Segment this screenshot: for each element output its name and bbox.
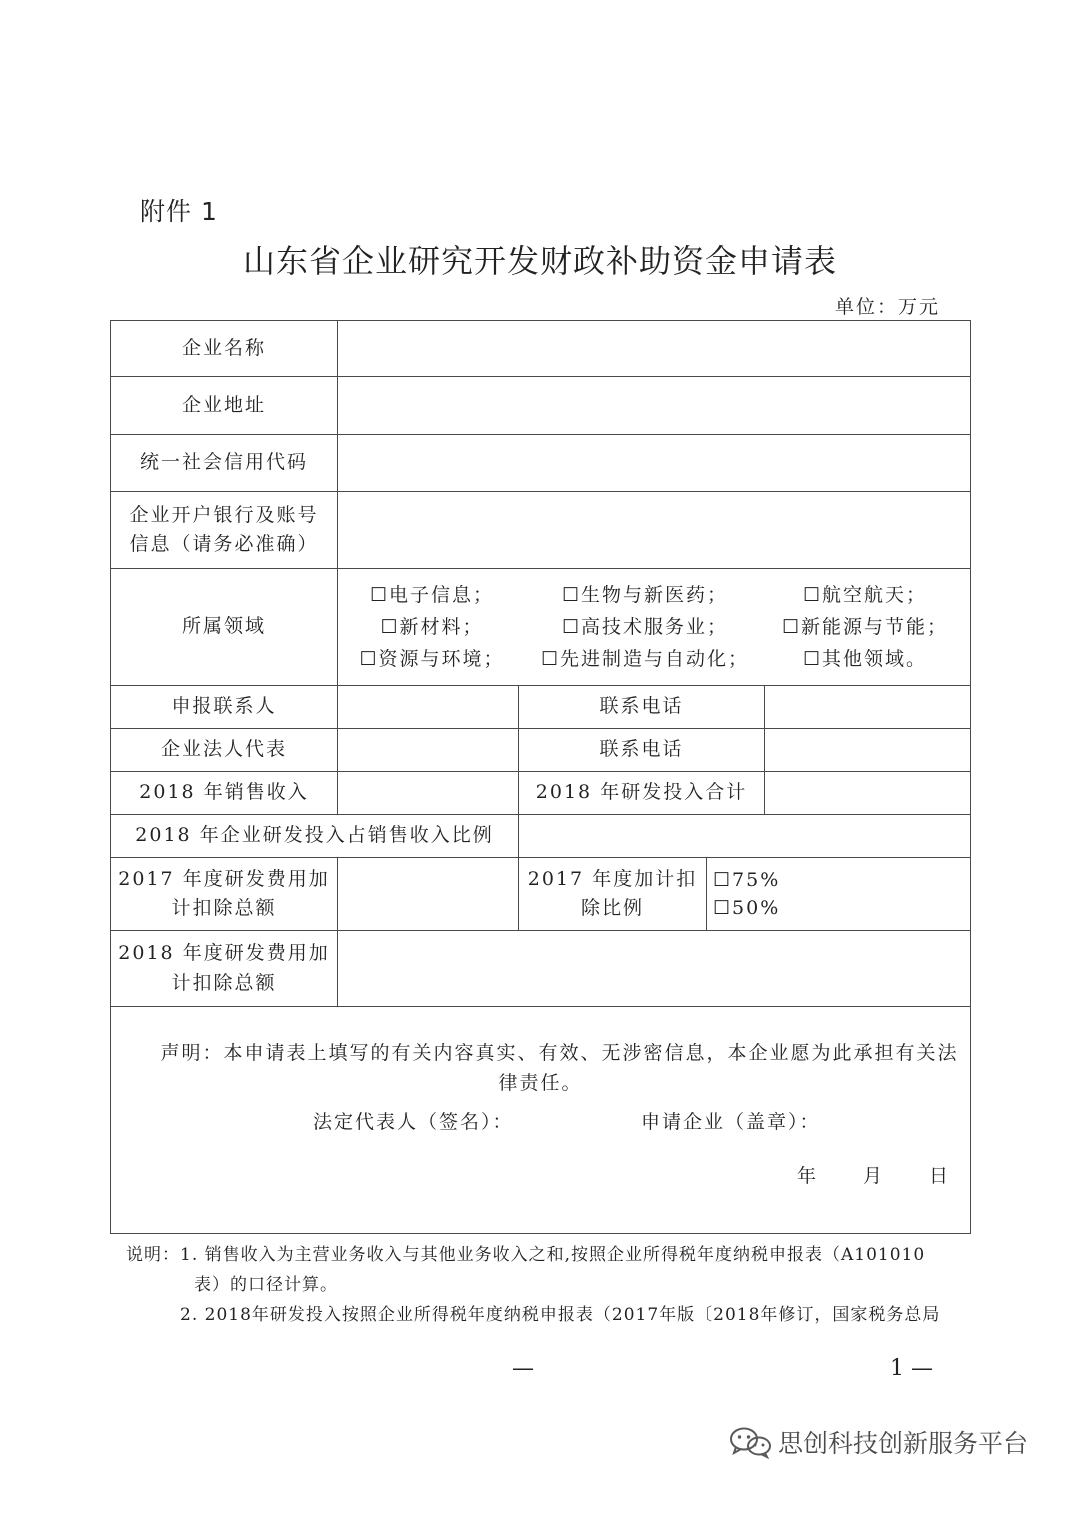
page-number: 1 — — [890, 1356, 933, 1381]
rd-total-2018-label: 2018 年研发投入合计 — [519, 772, 765, 815]
row-company-name — [111, 321, 971, 377]
deduction-2017-field[interactable] — [338, 858, 519, 931]
sales-2018-label: 2018 年销售收入 — [111, 772, 338, 815]
deduction-2018-label-line1: 2018 年度研发费用加 — [118, 942, 330, 965]
watermark-text: 思创科技创新服务平台 — [778, 1429, 1029, 1458]
credit-code-field[interactable] — [338, 435, 971, 492]
notes-section — [126, 1240, 956, 1330]
field-label: 所属领域 — [111, 569, 338, 686]
row-company-address — [111, 377, 971, 435]
wechat-icon — [728, 1425, 772, 1459]
deduction-ratio-options — [707, 858, 971, 931]
option-biomedicine[interactable]: ☐生物与新医药； — [561, 584, 729, 606]
company-address-field[interactable] — [338, 377, 971, 435]
rd-total-2018-field[interactable] — [765, 772, 971, 815]
legal-rep-label: 企业法人代表 — [111, 729, 338, 772]
company-name-label: 企业名称 — [111, 321, 338, 377]
ratio-option-75[interactable]: ☐75% — [713, 869, 781, 891]
bank-info-field[interactable] — [338, 492, 971, 569]
option-high-tech-services[interactable]: ☐高技术服务业； — [561, 616, 729, 638]
contact-phone-label: 联系电话 — [519, 686, 765, 729]
row-contact-person — [111, 686, 971, 729]
watermark — [728, 1424, 1028, 1460]
note-1-line1: 说明：1. 销售收入为主营业务收入与其他业务收入之和,按照企业所得税年度纳税申报表（A101010 — [126, 1245, 926, 1265]
company-name-field[interactable] — [338, 321, 971, 377]
option-electronic-info[interactable]: ☐电子信息； — [369, 584, 495, 606]
field-options-row — [344, 611, 964, 643]
deduction-2017-label-line2: 计扣除总额 — [171, 897, 277, 919]
company-address-label: 企业地址 — [111, 377, 338, 435]
option-resources-environment[interactable]: ☐资源与环境； — [359, 648, 505, 670]
option-other-fields[interactable]: ☐其他领域。 — [802, 648, 928, 670]
legal-phone-label: 联系电话 — [519, 729, 765, 772]
date-month-label: 月 — [863, 1165, 885, 1187]
deduction-ratio-label-line2: 除比例 — [580, 897, 644, 919]
date-day-label: 日 — [929, 1165, 951, 1187]
option-advanced-manufacturing[interactable]: ☐先进制造与自动化； — [540, 648, 750, 670]
option-new-materials[interactable]: ☐新材料； — [380, 616, 484, 638]
row-legal-rep — [111, 729, 971, 772]
page-title: 山东省企业研究开发财政补助资金申请表 — [242, 242, 837, 280]
row-deduction-2018 — [111, 931, 971, 1007]
date-row — [117, 1162, 964, 1202]
deduction-ratio-label — [519, 858, 707, 931]
legal-phone-field[interactable] — [765, 729, 971, 772]
row-deduction-2017 — [111, 858, 971, 931]
contact-person-field[interactable] — [338, 686, 519, 729]
row-sales-2018 — [111, 772, 971, 815]
contact-person-label: 申报联系人 — [111, 686, 338, 729]
rd-ratio-2018-field[interactable] — [519, 815, 971, 858]
note-1-line2: 表）的口径计算。 — [194, 1275, 338, 1295]
application-form-table — [110, 320, 971, 1234]
declaration-text: 声明：本申请表上填写的有关内容真实、有效、无涉密信息，本企业愿为此承担有关法律责任。 — [160, 1042, 959, 1094]
declaration-cell — [111, 1007, 971, 1234]
note-2-line1: 2. 2018年研发投入按照企业所得税年度纳税申报表（2017年版〔2018年修订，国家税务总局 — [180, 1305, 941, 1325]
option-aerospace[interactable]: ☐航空航天； — [802, 584, 928, 606]
date-year-label: 年 — [797, 1165, 819, 1187]
deduction-2017-label-line1: 2017 年度研发费用加 — [118, 867, 330, 890]
signature-row — [117, 1108, 964, 1138]
option-new-energy[interactable]: ☐新能源与节能； — [781, 616, 949, 638]
field-options-row — [344, 643, 964, 675]
field-options — [338, 569, 971, 686]
row-rd-ratio — [111, 815, 971, 858]
page-dash: — — [512, 1356, 534, 1381]
row-bank-info — [111, 492, 971, 569]
deduction-2017-label — [111, 858, 338, 931]
bank-info-label-line2: 信息（请务必准确） — [129, 533, 319, 555]
sales-2018-field[interactable] — [338, 772, 519, 815]
deduction-2018-label — [111, 931, 338, 1007]
company-seal-label: 申请企业（盖章）： — [641, 1111, 821, 1133]
deduction-ratio-label-line1: 2017 年度加计扣 — [527, 867, 698, 890]
attachment-label: 附件 1 — [140, 197, 218, 226]
unit-label: 单位：万元 — [834, 296, 940, 318]
field-options-row — [344, 579, 964, 611]
row-credit-code — [111, 435, 971, 492]
ratio-option-50[interactable]: ☐50% — [713, 897, 781, 919]
legal-rep-field[interactable] — [338, 729, 519, 772]
bank-info-label-line1: 企业开户银行及账号 — [129, 503, 319, 526]
bank-info-label — [111, 492, 338, 569]
rd-ratio-2018-label: 2018 年企业研发投入占销售收入比例 — [111, 815, 519, 858]
deduction-2018-label-line2: 计扣除总额 — [171, 971, 277, 994]
row-declaration — [111, 1007, 971, 1234]
contact-phone-field[interactable] — [765, 686, 971, 729]
deduction-2018-field[interactable] — [338, 931, 971, 1007]
legal-signature-label: 法定代表人（签名）： — [313, 1111, 514, 1133]
row-field — [111, 569, 971, 686]
credit-code-label: 统一社会信用代码 — [111, 435, 338, 492]
